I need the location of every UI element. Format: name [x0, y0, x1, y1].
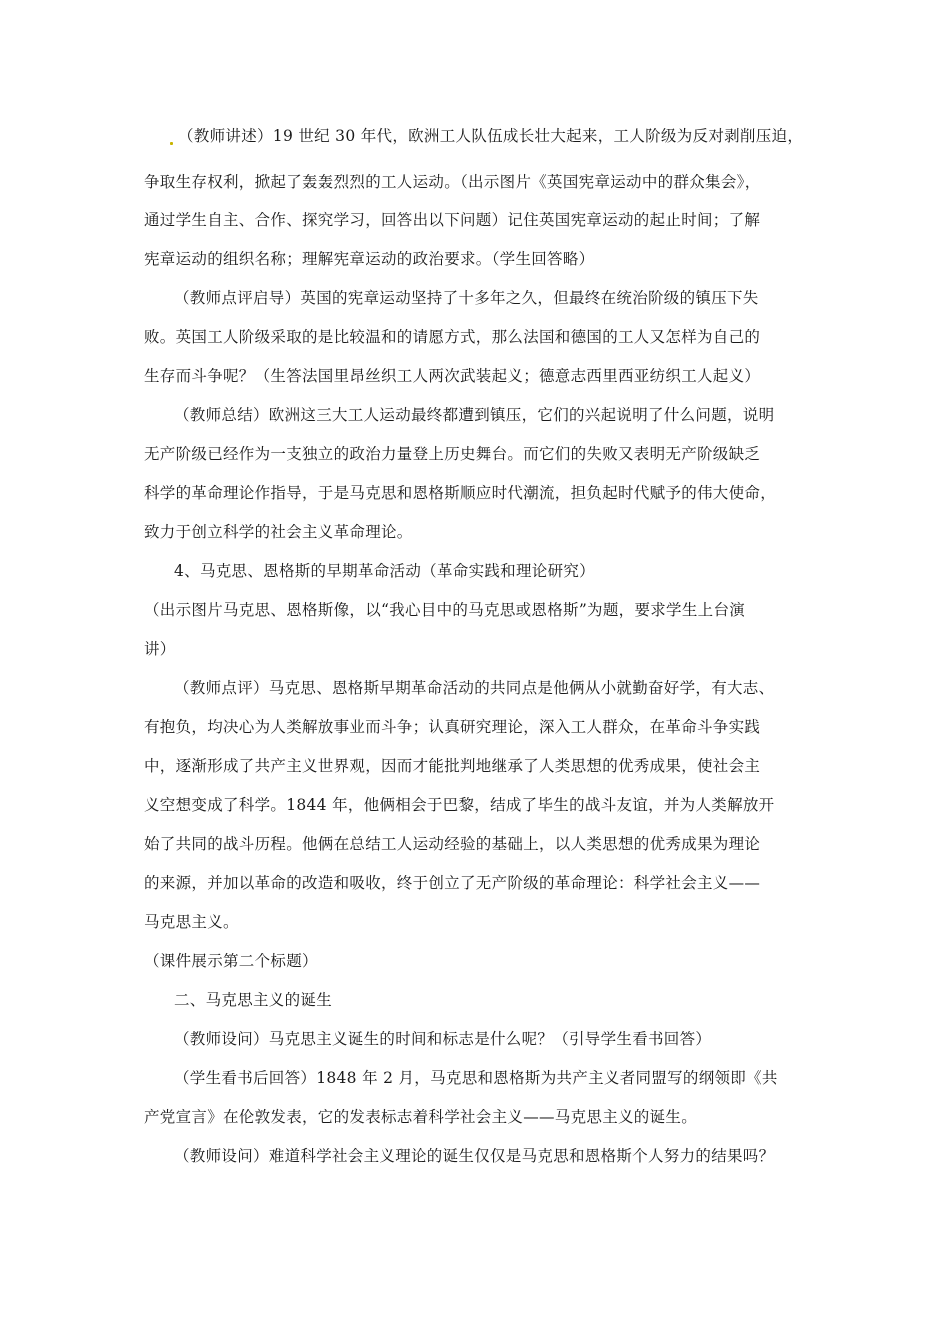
paragraph-line: 讲）: [144, 640, 176, 658]
paragraph-line: （教师设问）难道科学社会主义理论的诞生仅仅是马克思和恩格斯个人努力的结果吗？: [174, 1147, 775, 1165]
paragraph-line: （教师总结）欧洲这三大工人运动最终都遭到镇压，它们的兴起说明了什么问题，说明: [174, 406, 775, 424]
section-subheading: 4、马克思、恩格斯的早期革命活动（革命实践和理论研究）: [174, 562, 595, 580]
paragraph-line: 的来源，并加以革命的改造和吸收，终于创立了无产阶级的革命理论：科学社会主义——: [144, 874, 761, 892]
paragraph-line: 败。英国工人阶级采取的是比较温和的请愿方式，那么法国和德国的工人又怎样为自己的: [144, 328, 761, 346]
paragraph-line: （学生看书后回答）1848 年 2 月，马克思和恩格斯为共产主义者同盟写的纲领即《共: [174, 1069, 778, 1087]
paragraph-line: 义空想变成了科学。1844 年，他俩相会于巴黎，结成了毕生的战斗友谊，并为人类解放开: [144, 796, 775, 814]
paragraph-line: 生存而斗争呢？（生答法国里昂丝织工人两次武装起义；德意志西里西亚纺织工人起义）: [144, 367, 761, 385]
paragraph-line: （教师讲述）19 世纪 30 年代，欧洲工人队伍成长壮大起来，工人阶级为反对剥削压迫，: [178, 127, 804, 145]
paragraph-line: 产党宣言》在伦敦发表，它的发表标志着科学社会主义——马克思主义的诞生。: [144, 1108, 698, 1126]
margin-mark: [170, 142, 173, 145]
paragraph-line: 致力于创立科学的社会主义革命理论。: [144, 523, 413, 541]
paragraph-line: （出示图片马克思、恩格斯像，以“我心目中的马克思或恩格斯”为题，要求学生上台演: [144, 601, 746, 619]
paragraph-line: （教师点评）马克思、恩格斯早期革命活动的共同点是他俩从小就勤奋好学，有大志、: [174, 679, 775, 697]
paragraph-line: （教师设问）马克思主义诞生的时间和标志是什么呢？（引导学生看书回答）: [174, 1030, 712, 1048]
paragraph-line: 无产阶级已经作为一支独立的政治力量登上历史舞台。而它们的失败又表明无产阶级缺乏: [144, 445, 761, 463]
paragraph-line: 争取生存权利，掀起了轰轰烈烈的工人运动。（出示图片《英国宪章运动中的群众集会》，: [144, 173, 761, 191]
paragraph-line: 始了共同的战斗历程。他俩在总结工人运动经验的基础上，以人类思想的优秀成果为理论: [144, 835, 761, 853]
paragraph-line: 宪章运动的组织名称；理解宪章运动的政治要求。（学生回答略）: [144, 250, 595, 268]
paragraph-line: （课件展示第二个标题）: [144, 952, 318, 970]
paragraph-line: 马克思主义。: [144, 913, 239, 931]
paragraph-line: 有抱负，均决心为人类解放事业而斗争；认真研究理论，深入工人群众，在革命斗争实践: [144, 718, 761, 736]
section-heading: 二、马克思主义的诞生: [174, 991, 333, 1009]
paragraph-line: 中，逐渐形成了共产主义世界观，因而才能批判地继承了人类思想的优秀成果，使社会主: [144, 757, 761, 775]
paragraph-line: （教师点评启导）英国的宪章运动坚持了十多年之久，但最终在统治阶级的镇压下失: [174, 289, 759, 307]
paragraph-line: 通过学生自主、合作、探究学习，回答出以下问题）记住英国宪章运动的起止时间；了解: [144, 211, 761, 229]
paragraph-line: 科学的革命理论作指导，于是马克思和恩格斯顺应时代潮流，担负起时代赋予的伟大使命，: [144, 484, 777, 502]
